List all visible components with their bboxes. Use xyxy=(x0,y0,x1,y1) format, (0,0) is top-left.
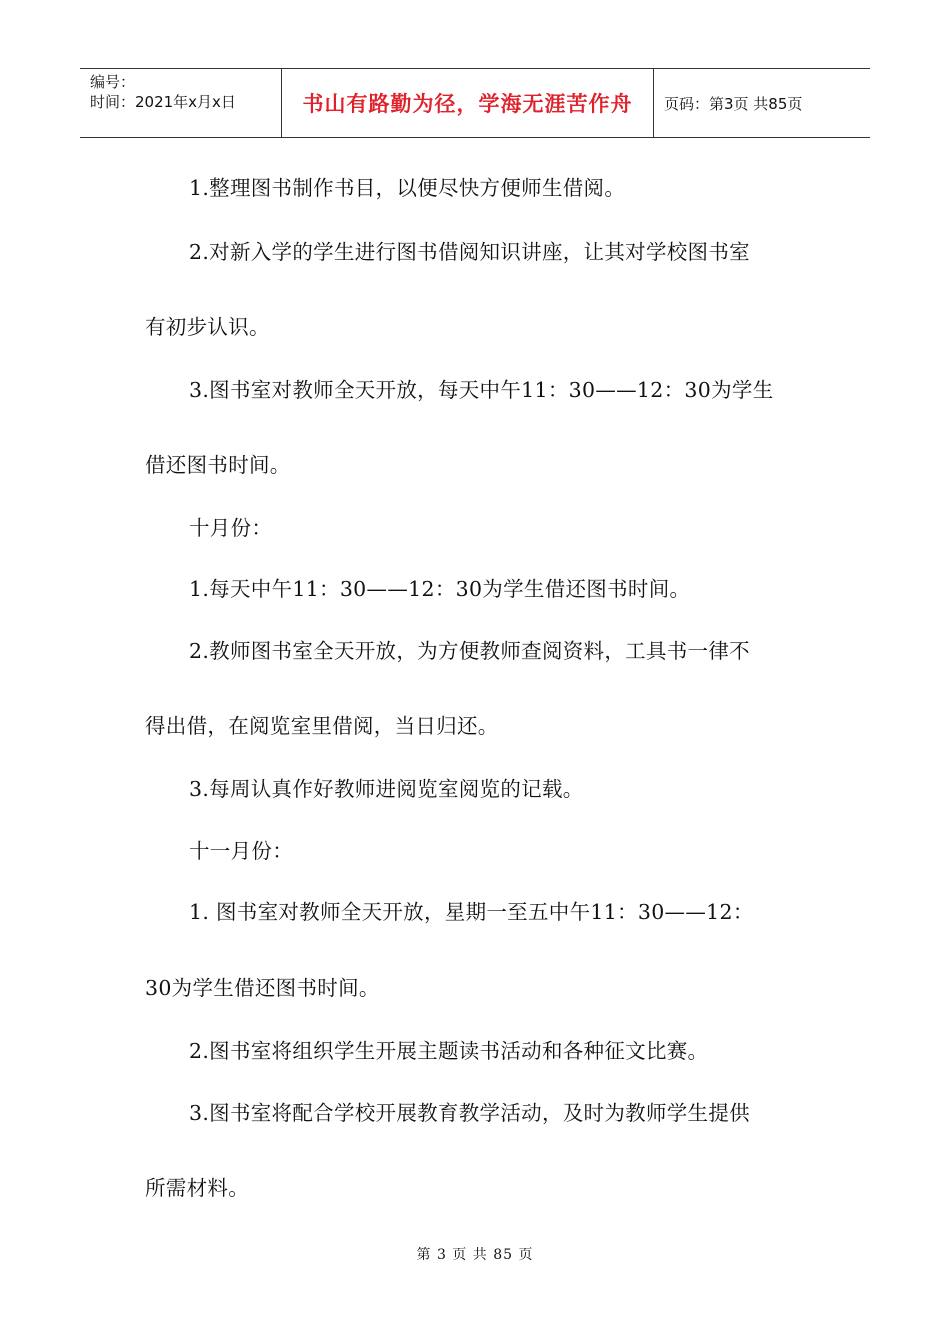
page-header xyxy=(80,68,870,138)
paragraph-continuation: 有初步认识。 xyxy=(145,315,270,339)
paragraph-continuation: 所需材料。 xyxy=(145,1176,249,1200)
paragraph-continuation: 30为学生借还图书时间。 xyxy=(145,976,380,1000)
header-meta xyxy=(80,69,282,137)
paragraph-continuation: 得出借，在阅览室里借阅，当日归还。 xyxy=(145,714,499,738)
section-heading: 十一月份： xyxy=(189,839,293,863)
page-footer: 第 3 页 共 85 页 xyxy=(416,1247,534,1263)
paragraph-continuation: 借还图书时间。 xyxy=(145,453,291,477)
paragraph: 3.图书室对教师全天开放，每天中午11：30——12：30为学生 xyxy=(189,378,774,402)
paragraph: 1. 图书室对教师全天开放，星期一至五中午11：30——12： xyxy=(189,900,754,924)
time-label: 时间：2021年x月x日 xyxy=(90,93,236,111)
header-motto: 书山有路勤为径，学海无涯苦作舟 xyxy=(282,69,654,137)
paragraph: 2.对新入学的学生进行图书借阅知识讲座，让其对学校图书室 xyxy=(189,240,750,264)
paragraph: 1.整理图书制作书目，以便尽快方便师生借阅。 xyxy=(189,176,626,200)
header-page-info: 页码：第3页 共85页 xyxy=(664,94,803,113)
number-label: 编号： xyxy=(90,73,136,91)
paragraph: 3.每周认真作好教师进阅览室阅览的记载。 xyxy=(189,777,584,801)
paragraph: 3.图书室将配合学校开展教育教学活动，及时为教师学生提供 xyxy=(189,1101,750,1125)
paragraph: 2.图书室将组织学生开展主题读书活动和各种征文比赛。 xyxy=(189,1039,709,1063)
paragraph: 1.每天中午11：30——12：30为学生借还图书时间。 xyxy=(189,577,691,601)
section-heading: 十月份： xyxy=(189,516,273,540)
paragraph: 2.教师图书室全天开放，为方便教师查阅资料，工具书一律不 xyxy=(189,639,750,663)
